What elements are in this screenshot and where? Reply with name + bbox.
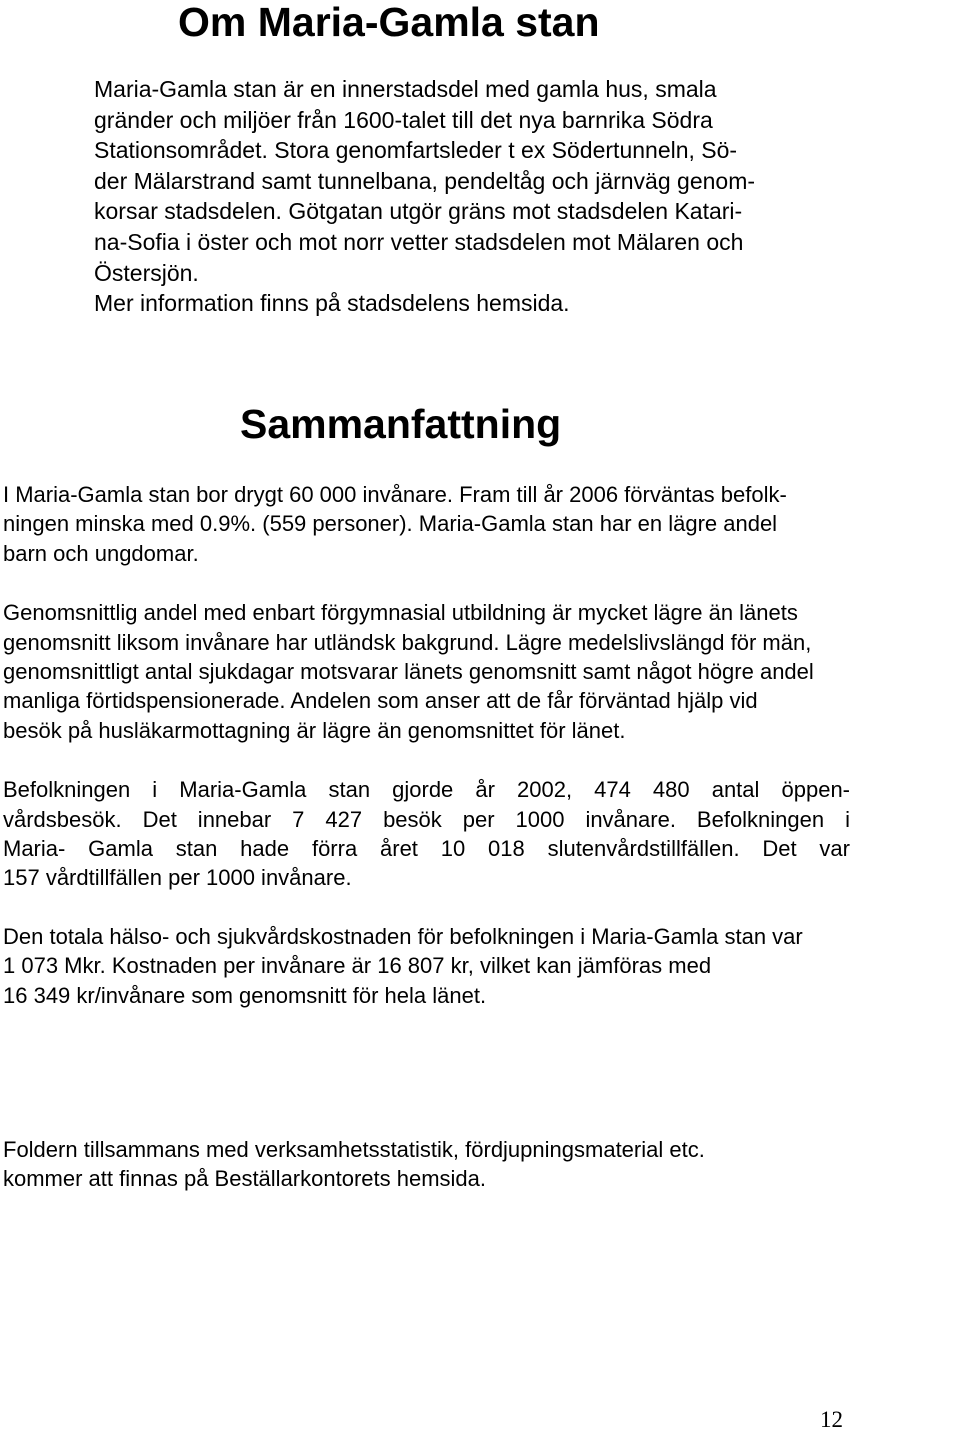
summary-paragraph-healthcare-visits [3,775,960,893]
intro-line: na-Sofia i öster och mot norr vetter stadsdelen mot Mälaren och [94,228,744,255]
summary-section [3,480,960,1010]
page-number: 12 [820,1407,843,1432]
text-line: genomsnittligt antal sjukdagar motsvarar länets genomsnitt samt något högre andel [3,659,814,685]
text-line: genomsnitt liksom invånare har utländsk bakgrund. Lägre medelslivslängd för män, [3,629,812,655]
intro-line: gränder och miljöer från 1600-talet till det nya barnrika Södra [94,106,713,133]
intro-line: Mer information finns på stadsdelens hemsida. [94,290,570,317]
text-line: vårdsbesök. Det innebar 7 427 besök per 1000 invånare. Befolkningen i [3,806,850,832]
text-line: ningen minska med 0.9%. (559 personer). Maria-Gamla stan har en lägre andel [3,511,778,537]
text-line: 1 073 Mkr. Kostnaden per invånare är 16 807 kr, vilket kan jämföras med [3,953,712,979]
text-line: Foldern tillsammans med verksamhetsstatistik, fördjupningsmaterial etc. [3,1137,705,1162]
intro-line: Östersjön. [94,259,199,286]
text-line: barn och ungdomar. [3,540,199,566]
summary-paragraph-population [3,480,960,568]
text-line: I Maria-Gamla stan bor drygt 60 000 invånare. Fram till år 2006 förväntas befolk- [3,482,787,507]
text-line: besök på husläkarmottagning är lägre än genomsnittet för länet. [3,717,626,743]
closing-paragraph [3,1135,960,1194]
intro-line: der Mälarstrand samt tunnelbana, pendeltåg och järnväg genom- [94,167,756,194]
summary-paragraph-costs [3,922,960,1010]
text-line: 16 349 kr/invånare som genomsnitt för hela länet. [3,982,487,1008]
text-line: Maria- Gamla stan hade förra året 10 018 slutenvårdstillfällen. Det var [3,836,850,862]
section-heading: Sammanfattning [240,401,562,447]
intro-line: Maria-Gamla stan är en innerstadsdel med gamla hus, smala [94,76,717,102]
intro-line: korsar stadsdelen. Götgatan utgör gräns mot stadsdelen Katari- [94,198,743,225]
text-line: Genomsnittlig andel med enbart förgymnasial utbildning är mycket lägre än länets [3,600,798,626]
text-line: Befolkningen i Maria-Gamla stan gjorde år 2002, 474 480 antal öppen- [3,777,850,803]
page-title: Om Maria-Gamla stan [178,0,600,45]
summary-paragraph-education [3,598,960,745]
text-line: Den totala hälso- och sjukvårdskostnaden för befolkningen i Maria-Gamla stan var [3,923,803,949]
text-line: manliga förtidspensionerade. Andelen som anser att de får förväntad hjälp vid [3,688,758,714]
intro-paragraph [94,74,864,319]
text-line: kommer att finnas på Beställarkontorets hemsida. [3,1166,487,1192]
intro-line: Stationsområdet. Stora genomfartsleder t ex Södertunneln, Sö- [94,137,738,164]
text-line: 157 vårdtillfällen per 1000 invånare. [3,865,352,891]
